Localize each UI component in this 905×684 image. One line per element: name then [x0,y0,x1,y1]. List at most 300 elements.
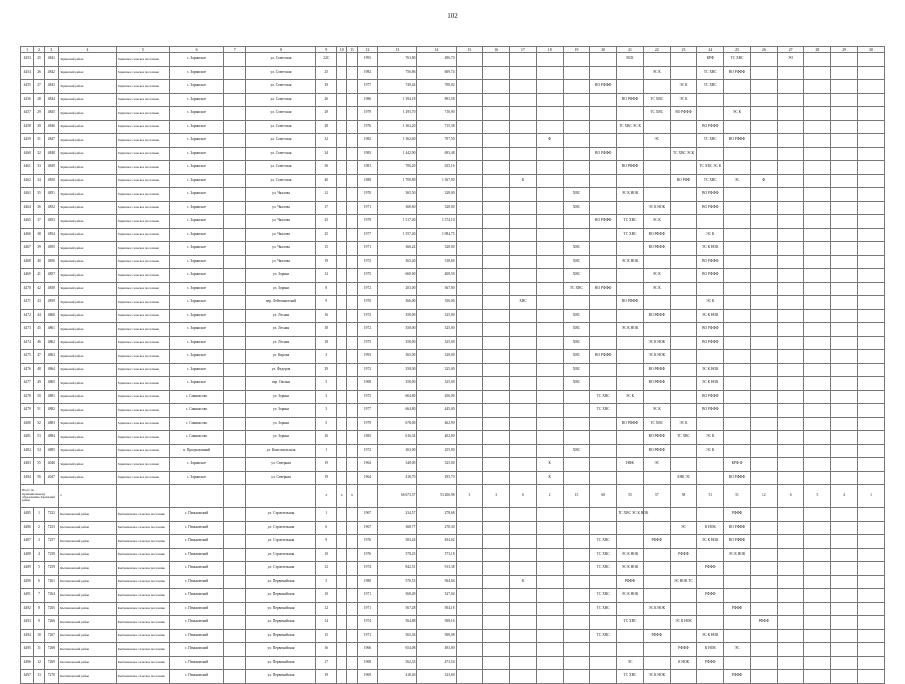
table-cell [337,589,347,603]
table-cell: 1977 [357,80,378,94]
table-cell: Кытмановское сельское поселение [116,535,170,549]
table-cell: 7268 [44,643,58,657]
table-cell: с. Пеньковский [170,643,224,657]
table-cell [617,147,644,161]
table-cell [858,80,885,94]
table-cell: Кытмановский район [59,508,117,522]
table-cell: 4860 [44,309,58,323]
table-cell [858,66,885,80]
table-cell: 8 [316,282,337,296]
table-cell [483,215,510,229]
table-cell [590,417,617,431]
table-cell [347,336,357,350]
table-cell [590,431,617,445]
table-row [21,80,885,94]
table-cell: 1 363,20 [378,120,417,134]
table-cell: с. Заринское [170,161,224,175]
table-cell [858,444,885,458]
table-cell: Заринский район [59,255,117,269]
table-cell: ВО РФФФ [643,431,670,445]
table-cell [643,147,670,161]
column-header: 4 [59,47,117,53]
table-cell [223,562,246,576]
table-cell: ТС ХВС [617,215,644,229]
column-header: 17 [510,47,537,53]
table-cell: 527,04 [417,589,456,603]
table-cell [697,602,724,616]
table-cell [456,53,483,67]
table-cell: Заринское сельское поселение [116,336,170,350]
table-cell [831,535,858,549]
table-cell: К НОК [670,656,697,670]
table-cell [831,269,858,283]
table-cell: 29 [316,363,337,377]
table-cell [347,93,357,107]
table-cell [670,134,697,148]
table-cell: 1966 [357,643,378,657]
table-cell: 4464 [21,201,34,215]
table-cell [750,188,777,202]
table-cell [590,201,617,215]
table-cell: ЭС К НОК [697,535,724,549]
table-cell [831,444,858,458]
table-cell: 749,44 [378,80,417,94]
table-cell [670,53,697,67]
table-cell: 1972 [357,255,378,269]
table-cell: 1988 [357,174,378,188]
table-cell: 4475 [21,350,34,364]
table-row [21,575,885,589]
table-cell [777,255,804,269]
table-cell [510,602,537,616]
table-cell: 19 [316,670,337,684]
table-cell [858,242,885,256]
table-cell: ВО РФФФ [697,120,724,134]
table-cell [536,417,563,431]
table-cell [223,548,246,562]
table-cell [590,66,617,80]
table-cell: ул. Лесная [246,323,316,337]
table-cell: 462,90 [417,417,456,431]
table-cell: 1 362,60 [378,134,417,148]
subtotal-cell: 66 673,37 [378,485,417,508]
table-cell: КРФ Ф [724,458,751,472]
table-cell [536,377,563,391]
table-cell [347,161,357,175]
table-cell [617,602,644,616]
table-cell [536,575,563,589]
table-row [21,444,885,458]
subtotal-cell [116,485,170,508]
table-cell: 4497 [21,670,34,684]
table-cell [337,417,347,431]
table-cell [337,643,347,657]
column-header: 13 [378,47,417,53]
table-cell [563,548,590,562]
table-row [21,458,885,472]
table-cell [590,242,617,256]
table-cell [483,508,510,522]
table-cell: Кытмановское сельское поселение [116,575,170,589]
table-cell: ВСК [617,53,644,67]
table-cell [724,93,751,107]
table-cell: 508,08 [417,629,456,643]
table-cell [858,296,885,310]
table-cell [563,562,590,576]
table-cell: ул. Зорина [246,282,316,296]
table-cell [643,323,670,337]
table-cell: 445,00 [417,404,456,418]
table-cell [777,444,804,458]
table-cell: 1 295,70 [378,107,417,121]
column-header: 26 [750,47,777,53]
table-cell: РФФФ [643,535,670,549]
table-cell [804,336,831,350]
table-cell [777,228,804,242]
table-cell [536,323,563,337]
table-cell: ул. Кирова [246,350,316,364]
table-cell [563,390,590,404]
table-cell [643,656,670,670]
table-cell [223,215,246,229]
table-cell: 4852 [44,201,58,215]
table-cell [223,471,246,485]
table-cell [536,390,563,404]
table-cell: Заринский район [59,417,117,431]
table-cell: 28 [316,120,337,134]
table-cell [617,404,644,418]
table-cell [777,656,804,670]
table-cell: 32 [34,147,44,161]
table-row [21,336,885,350]
table-cell: ул. Строительная [246,535,316,549]
table-cell [831,309,858,323]
table-cell: 30 [34,120,44,134]
table-cell [337,562,347,576]
table-cell [858,616,885,630]
table-cell [510,188,537,202]
table-cell [777,670,804,684]
table-cell: ЭС К НОК [697,629,724,643]
table-row [21,66,885,80]
table-cell: РФФФ [697,589,724,603]
table-cell: 4491 [21,589,34,603]
table-cell [804,390,831,404]
table-cell [347,323,357,337]
table-cell [858,629,885,643]
table-cell: 4863 [44,350,58,364]
table-cell [510,282,537,296]
table-cell: 4467 [21,242,34,256]
subtotal-cell: 3 [483,485,510,508]
table-cell [456,120,483,134]
table-cell: ТС ХВС [617,228,644,242]
table-cell [456,336,483,350]
table-cell: Заринский район [59,134,117,148]
table-cell: 706,20 [378,161,417,175]
table-row [21,147,885,161]
table-cell [750,431,777,445]
table-cell [483,521,510,535]
subtotal-cell: 3 [456,485,483,508]
column-header: 1 [21,47,34,53]
table-cell [724,282,751,296]
table-row [21,269,885,283]
table-cell [223,404,246,418]
table-cell: с. Пеньковский [170,602,224,616]
table-cell: 358,00 [378,309,417,323]
table-cell: ХВС [563,201,590,215]
table-cell: 4456 [21,93,34,107]
column-header: 3 [44,47,58,53]
table-cell: ЭС К [643,282,670,296]
table-cell [456,134,483,148]
table-cell: 7264 [44,589,58,603]
table-row [21,431,885,445]
table-cell [804,296,831,310]
table-cell: 367,00 [417,282,456,296]
table-cell: Заринский район [59,336,117,350]
table-cell [223,120,246,134]
table-cell: 325,00 [417,336,456,350]
table-cell: К [510,575,537,589]
table-cell: 1980 [357,575,378,589]
table-cell: 1971 [357,602,378,616]
table-cell: 7270 [44,670,58,684]
table-cell [347,390,357,404]
table-cell: 4858 [44,282,58,296]
table-cell [643,188,670,202]
table-cell: Кытмановское сельское поселение [116,643,170,657]
table-cell: Заринский район [59,363,117,377]
table-cell [750,548,777,562]
table-cell [223,53,246,67]
table-cell [750,458,777,472]
table-cell [483,282,510,296]
table-cell [724,80,751,94]
table-cell: 36 [34,201,44,215]
table-cell [510,417,537,431]
table-cell [724,228,751,242]
table-cell [777,309,804,323]
table-cell: 567,28 [378,602,417,616]
table-cell: Кытмановский район [59,535,117,549]
table-cell: 1968 [357,656,378,670]
table-cell [337,201,347,215]
table-cell: 25 [316,228,337,242]
table-cell [563,575,590,589]
table-cell: 1971 [357,629,378,643]
table-cell [831,296,858,310]
table-cell [777,404,804,418]
table-cell: 4489 [21,562,34,576]
table-cell: Кытмановское сельское поселение [116,670,170,684]
table-cell [590,188,617,202]
table-cell [777,431,804,445]
table-cell [563,616,590,630]
table-cell: с. Заринское [170,147,224,161]
table-cell [724,120,751,134]
table-cell: пер. Лейтенантский [246,296,316,310]
table-cell [337,309,347,323]
table-cell [670,562,697,576]
table-cell: с. Заринское [170,201,224,215]
table-cell: 4861 [44,323,58,337]
table-cell [724,269,751,283]
table-cell [670,323,697,337]
table-cell: 4478 [21,390,34,404]
table-cell: Заринское сельское поселение [116,431,170,445]
table-cell [536,350,563,364]
table-cell [831,323,858,337]
table-cell [831,66,858,80]
table-cell [563,174,590,188]
table-cell [536,562,563,576]
table-cell: ЭС К НОК [670,616,697,630]
table-cell: ул. Советская [246,147,316,161]
table-cell [804,602,831,616]
table-row [21,508,885,522]
table-cell: 5 [316,377,337,391]
table-cell [590,296,617,310]
table-cell [483,602,510,616]
table-row [21,363,885,377]
table-cell [456,548,483,562]
table-cell [831,589,858,603]
table-cell [804,535,831,549]
table-cell [337,670,347,684]
table-cell [777,535,804,549]
table-cell: 4462 [21,174,34,188]
table-cell: Заринское сельское поселение [116,174,170,188]
table-cell [483,471,510,485]
table-cell: 565,36 [378,629,417,643]
column-header: 29 [831,47,858,53]
table-cell: 7265 [44,602,58,616]
table-cell [483,643,510,657]
table-cell [804,521,831,535]
table-cell [347,201,357,215]
table-cell: 4490 [21,575,34,589]
table-cell: с. Заринское [170,336,224,350]
table-cell [536,161,563,175]
table-cell [483,174,510,188]
table-cell [858,282,885,296]
table-cell: Кытмановский район [59,643,117,657]
table-cell [337,242,347,256]
table-cell: К НОК [697,643,724,657]
subtotal-cell: 6 [777,485,804,508]
table-cell [456,174,483,188]
table-cell: 1972 [357,363,378,377]
table-cell [670,629,697,643]
table-cell: 53 [34,431,44,445]
table-cell [590,670,617,684]
table-cell: Заринское сельское поселение [116,147,170,161]
table-cell [831,575,858,589]
table-cell [670,444,697,458]
table-cell: 37 [34,215,44,229]
table-cell: с. Заринское [170,309,224,323]
table-cell: ТС ХВС [670,431,697,445]
table-cell [777,242,804,256]
table-cell [347,535,357,549]
table-cell [590,93,617,107]
table-cell [670,296,697,310]
table-cell [697,471,724,485]
subtotal-cell [223,485,246,508]
table-cell [697,616,724,630]
table-cell: с. Заринское [170,80,224,94]
table-cell [563,629,590,643]
table-cell: 32 [316,134,337,148]
table-cell [536,174,563,188]
table-row [21,215,885,229]
table-cell [510,350,537,364]
table-cell [590,643,617,657]
table-cell [804,548,831,562]
table-cell [483,444,510,458]
table-cell [223,656,246,670]
table-cell: 716,90 [417,107,456,121]
table-cell: ТС ХВС [697,174,724,188]
table-cell: ХВС [563,444,590,458]
table-cell [724,444,751,458]
table-row [21,350,885,364]
column-header: 14 [417,47,456,53]
table-cell: Заринский район [59,242,117,256]
table-cell [670,336,697,350]
table-cell: ТС ХВС [590,548,617,562]
table-cell: ТС ХВС [617,616,644,630]
table-cell [777,548,804,562]
table-cell [456,107,483,121]
table-cell [223,431,246,445]
table-cell [510,161,537,175]
table-cell [590,309,617,323]
table-cell: 4485 [21,508,34,522]
table-cell [858,188,885,202]
table-cell [337,521,347,535]
table-cell: К НОК [697,521,724,535]
table-cell [831,404,858,418]
table-cell [536,602,563,616]
table-cell: Кытмановское сельское поселение [116,589,170,603]
table-cell [536,444,563,458]
table-cell: 47 [34,350,44,364]
table-cell [643,53,670,67]
table-cell: 348,00 [378,458,417,472]
table-cell [223,643,246,657]
table-cell [347,602,357,616]
subtotal-cell: 2 [536,485,563,508]
table-cell: 1971 [357,242,378,256]
table-cell: 29 [316,107,337,121]
table-cell [510,535,537,549]
table-cell: ВО РФФФ [724,521,751,535]
table-cell [590,107,617,121]
table-row [21,134,885,148]
table-cell: 356,00 [417,296,456,310]
table-cell: ТС ХВС [590,535,617,549]
table-cell [483,161,510,175]
table-cell: 4479 [21,404,34,418]
table-cell [347,107,357,121]
table-cell [536,616,563,630]
table-cell: Заринское сельское поселение [116,296,170,310]
table-cell [536,589,563,603]
table-cell: ЭС [670,521,697,535]
